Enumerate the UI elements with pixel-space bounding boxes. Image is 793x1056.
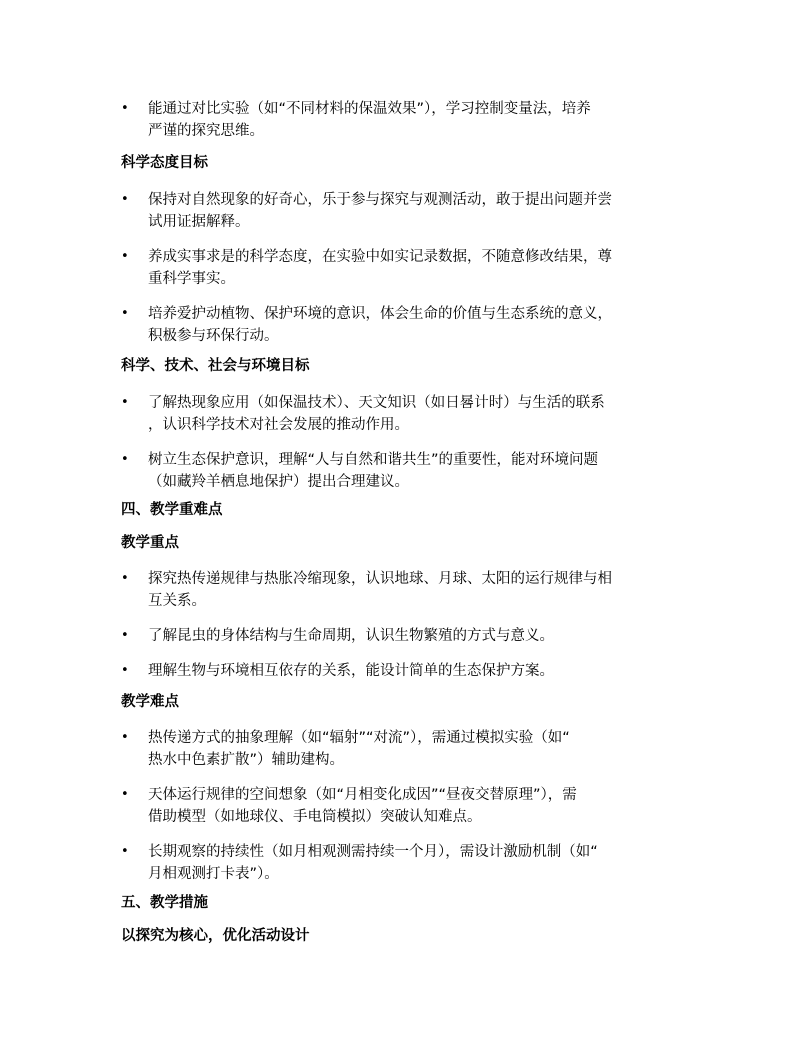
section-heading: 四、教学重难点 xyxy=(121,502,223,518)
bullet-marker: • xyxy=(121,452,129,467)
list-item-text: 长期观察的持续性（如月相观测需持续一个月），需设计激励机制（如“ 月相观测打卡表”）。 xyxy=(148,844,598,882)
bullet-marker: • xyxy=(121,571,129,586)
bullet-marker: • xyxy=(121,192,129,207)
list-item-text: 了解热现象应用（如保温技术）、天文知识（如日晷计时）与生活的联系 ，认识科学技术对社会发展的推动作用。 xyxy=(148,395,605,433)
bullet-marker: • xyxy=(121,101,129,116)
list-item-text: 培养爱护动植物、保护环境的意识，体会生命的价值与生态系统的意义， 积极参与环保行动。 xyxy=(148,306,612,344)
bullet-marker: • xyxy=(121,663,129,678)
list-item-text: 保持对自然现象的好奇心，乐于参与探究与观测活动，敢于提出问题并尝 试用证据解释。 xyxy=(148,192,612,230)
section-heading: 教学重点 xyxy=(121,535,179,551)
section-heading: 五、教学措施 xyxy=(121,895,208,911)
bullet-marker: • xyxy=(121,249,129,264)
bullet-marker: • xyxy=(121,844,129,859)
list-item-text: 了解昆虫的身体结构与生命周期，认识生物繁殖的方式与意义。 xyxy=(148,628,554,644)
bullet-marker: • xyxy=(121,628,129,643)
list-item-text: 能通过对比实验（如“不同材料的保温效果”），学习控制变量法，培养 严谨的探究思维。 xyxy=(148,101,591,139)
section-heading: 科学、技术、社会与环境目标 xyxy=(121,358,310,374)
bullet-marker: • xyxy=(121,730,129,745)
bullet-marker: • xyxy=(121,395,129,410)
section-heading: 以探究为核心，优化活动设计 xyxy=(121,928,310,944)
bullet-marker: • xyxy=(121,787,129,802)
section-heading: 教学难点 xyxy=(121,694,179,710)
list-item-text: 热传递方式的抽象理解（如“辐射”“对流”），需通过模拟实验（如“ 热水中色素扩散”）辅助建构。 xyxy=(148,730,570,768)
bullet-marker: • xyxy=(121,306,129,321)
section-heading: 科学态度目标 xyxy=(121,155,208,171)
list-item-text: 养成实事求是的科学态度，在实验中如实记录数据，不随意修改结果，尊 重科学事实。 xyxy=(148,249,612,287)
list-item-text: 理解生物与环境相互依存的关系，能设计简单的生态保护方案。 xyxy=(148,663,554,679)
list-item-text: 树立生态保护意识，理解“人与自然和谐共生”的重要性，能对环境问题 （如藏羚羊栖息地保护）提出合理建议。 xyxy=(148,452,599,490)
list-item-text: 天体运行规律的空间想象（如“月相变化成因”“昼夜交替原理”），需 借助模型（如地球仪、手电筒模拟）突破认知难点。 xyxy=(148,787,577,825)
list-item-text: 探究热传递规律与热胀冷缩现象，认识地球、月球、太阳的运行规律与相 互关系。 xyxy=(148,571,612,609)
